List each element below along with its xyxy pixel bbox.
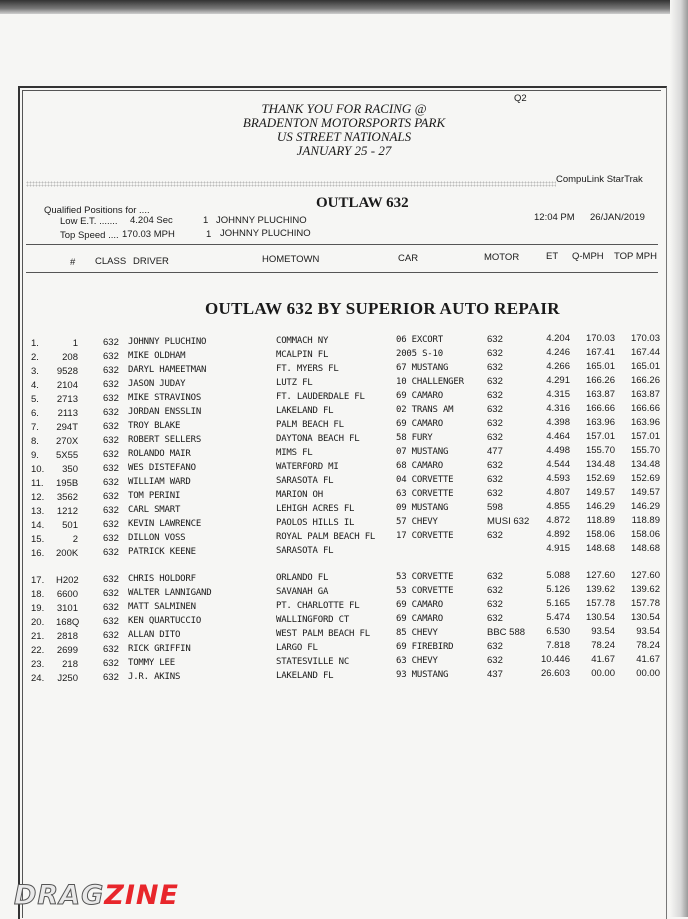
- cell-motor: 632: [487, 613, 503, 624]
- col-qmph: Q-MPH: [572, 251, 604, 262]
- dotted-separator: [26, 181, 556, 187]
- cell-driver: MIKE STRAVINOS: [128, 393, 202, 403]
- cell-qmph: 165.01: [585, 361, 615, 372]
- cell-motor: 437: [487, 669, 503, 680]
- cell-top: 170.03: [630, 333, 660, 344]
- cell-driver: J.R. AKINS: [128, 672, 181, 682]
- cell-driver: TOMMY LEE: [128, 658, 175, 668]
- cell-qmph: 155.70: [585, 445, 615, 456]
- cell-pos: 8.: [31, 436, 39, 447]
- cell-cls: 632: [103, 407, 119, 418]
- cell-qmph: 170.03: [585, 333, 615, 344]
- cell-top: 163.87: [630, 389, 660, 400]
- cell-pos: 13.: [31, 506, 45, 517]
- cell-town: LAKELAND FL: [276, 671, 334, 681]
- cell-motor: 632: [487, 418, 503, 429]
- cell-qmph: 41.67: [591, 654, 615, 665]
- cell-et: 5.088: [546, 570, 570, 581]
- cell-driver: DILLON VOSS: [128, 533, 186, 543]
- cell-et: 4.872: [546, 515, 570, 526]
- cell-qmph: 158.06: [585, 529, 615, 540]
- cell-motor: 632: [487, 474, 503, 485]
- cell-town: PAOLOS HILLS IL: [276, 518, 355, 528]
- cell-pos: 22.: [31, 645, 45, 656]
- cell-qmph: 118.89: [586, 515, 615, 526]
- cell-top: 146.29: [630, 501, 660, 512]
- cell-town: LUTZ FL: [276, 378, 313, 388]
- cell-motor: 632: [487, 571, 503, 582]
- cell-qmph: 134.48: [585, 459, 615, 470]
- cell-et: 4.807: [546, 487, 570, 498]
- cell-town: FT. LAUDERDALE FL: [276, 392, 365, 402]
- cell-et: 4.593: [546, 473, 570, 484]
- header-line-4: JANUARY 25 - 27: [296, 143, 392, 158]
- cell-driver: CHRIS HOLDORF: [128, 574, 196, 584]
- cell-et: 4.266: [546, 361, 570, 372]
- cell-et: 4.204: [546, 333, 570, 344]
- cell-driver: WALTER LANNIGAND: [128, 588, 212, 598]
- cell-num: H202: [56, 575, 79, 586]
- cell-car: 02 TRANS AM: [396, 405, 454, 415]
- cell-town: SAVANAH GA: [276, 587, 329, 597]
- cell-cls: 632: [103, 672, 119, 683]
- cell-pos: 19.: [31, 603, 45, 614]
- cell-cls: 632: [103, 574, 119, 585]
- cell-pos: 9.: [31, 450, 39, 461]
- column-rule: [26, 272, 658, 273]
- cell-car: 69 FIREBIRD: [396, 642, 454, 652]
- cell-top: 93.54: [636, 626, 660, 637]
- col-num: #: [70, 257, 76, 268]
- cell-pos: 10.: [31, 464, 45, 475]
- cell-driver: ALLAN DITO: [128, 630, 181, 640]
- cell-num: 2: [72, 534, 78, 545]
- cell-driver: JOHNNY PLUCHINO: [128, 337, 207, 347]
- cell-et: 5.126: [546, 584, 570, 595]
- cell-pos: 17.: [31, 575, 45, 586]
- cell-driver: CARL SMART: [128, 505, 181, 515]
- cell-car: 69 CAMARO: [396, 419, 443, 429]
- cell-cls: 632: [103, 351, 119, 362]
- cell-qmph: 93.54: [591, 626, 615, 637]
- cell-top: 166.66: [630, 403, 660, 414]
- cell-town: SARASOTA FL: [276, 476, 334, 486]
- cell-driver: KEVIN LAWRENCE: [128, 519, 202, 529]
- cell-cls: 632: [103, 588, 119, 599]
- cell-pos: 23.: [31, 659, 45, 670]
- cell-cls: 632: [103, 547, 119, 558]
- cell-num: 2713: [56, 394, 78, 405]
- cell-num: 218: [62, 659, 78, 670]
- cell-car: 68 CAMARO: [396, 461, 443, 471]
- cell-num: 1: [72, 338, 78, 349]
- cell-motor: MUSI 632: [487, 516, 530, 527]
- cell-qmph: 00.00: [591, 668, 615, 679]
- cell-car: 69 CAMARO: [396, 391, 443, 401]
- cell-cls: 632: [103, 449, 119, 460]
- cell-car: 57 CHEVY: [396, 517, 438, 527]
- cell-top: 167.44: [630, 347, 660, 358]
- cell-car: 67 MUSTANG: [396, 363, 449, 373]
- cell-driver: TROY BLAKE: [128, 421, 181, 431]
- cell-num: 350: [62, 464, 78, 475]
- cell-top: 134.48: [630, 459, 660, 470]
- cell-pos: 3.: [31, 366, 39, 377]
- cell-pos: 18.: [31, 589, 45, 600]
- cell-top: 165.01: [630, 361, 660, 372]
- cell-num: 270X: [56, 436, 79, 447]
- cell-top: 00.00: [636, 668, 660, 679]
- cell-car: 58 FURY: [396, 433, 433, 443]
- cell-top: 155.70: [630, 445, 660, 456]
- cell-qmph: 163.96: [585, 417, 615, 428]
- cell-car: 93 MUSTANG: [396, 670, 449, 680]
- cell-town: LAKELAND FL: [276, 406, 334, 416]
- cell-motor: 632: [487, 599, 503, 610]
- cell-car: 53 CORVETTE: [396, 586, 454, 596]
- cell-driver: ROBERT SELLERS: [128, 435, 202, 445]
- cell-town: WEST PALM BEACH FL: [276, 629, 370, 639]
- cell-cls: 632: [103, 602, 119, 613]
- cell-cls: 632: [103, 421, 119, 432]
- col-topmph: TOP MPH: [614, 251, 657, 262]
- cell-driver: WILLIAM WARD: [128, 477, 191, 487]
- cell-cls: 632: [103, 616, 119, 627]
- result-row: [0, 543, 688, 561]
- cell-pos: 15.: [31, 534, 45, 545]
- cell-town: MIMS FL: [276, 448, 313, 458]
- cell-cls: 632: [103, 393, 119, 404]
- header-rule: [26, 244, 658, 245]
- cell-car: 07 MUSTANG: [396, 447, 449, 457]
- cell-town: SARASOTA FL: [276, 546, 334, 556]
- cell-et: 4.892: [546, 529, 570, 540]
- cell-et: 4.316: [546, 403, 570, 414]
- cell-qmph: 167.41: [585, 347, 615, 358]
- header-line-3: US STREET NATIONALS: [276, 129, 412, 144]
- cell-qmph: 146.29: [585, 501, 615, 512]
- cell-et: 4.246: [546, 347, 570, 358]
- cell-cls: 632: [103, 491, 119, 502]
- top-speed-driver: JOHNNY PLUCHINO: [220, 228, 311, 239]
- cell-et: 4.398: [546, 417, 570, 428]
- cell-qmph: 166.66: [585, 403, 615, 414]
- cell-car: 63 CHEVY: [396, 656, 438, 666]
- cell-cls: 632: [103, 644, 119, 655]
- cell-car: 69 CAMARO: [396, 600, 443, 610]
- cell-pos: 16.: [31, 548, 45, 559]
- cell-driver: PATRICK KEENE: [128, 547, 196, 557]
- cell-num: 200K: [56, 548, 79, 559]
- header-line-2: BRADENTON MOTORSPORTS PARK: [242, 115, 446, 130]
- cell-car: 69 CAMARO: [396, 614, 443, 624]
- low-et-value: 4.204 Sec: [130, 215, 173, 226]
- cell-qmph: 139.62: [585, 584, 615, 595]
- cell-top: 148.68: [630, 543, 660, 554]
- cell-motor: 632: [487, 585, 503, 596]
- cell-motor: 632: [487, 348, 503, 359]
- cell-top: 139.62: [630, 584, 660, 595]
- top-speed-value: 170.03 MPH: [122, 229, 175, 240]
- cell-town: ORLANDO FL: [276, 573, 329, 583]
- cell-qmph: 157.78: [585, 598, 615, 609]
- cell-qmph: 78.24: [591, 640, 615, 651]
- cell-pos: 24.: [31, 673, 45, 684]
- low-et-label: Low E.T. .......: [60, 216, 118, 227]
- cell-et: 4.855: [546, 501, 570, 512]
- cell-driver: WES DISTEFANO: [128, 463, 196, 473]
- cell-et: 6.530: [546, 626, 570, 637]
- cell-pos: 7.: [31, 422, 39, 433]
- cell-top: 166.26: [630, 375, 660, 386]
- cell-pos: 1.: [31, 338, 39, 349]
- cell-car: 10 CHALLENGER: [396, 377, 464, 387]
- cell-num: 3562: [56, 492, 78, 503]
- cell-car: 63 CORVETTE: [396, 489, 454, 499]
- cell-num: 294T: [56, 422, 78, 433]
- cell-pos: 12.: [31, 492, 45, 503]
- cell-town: STATESVILLE NC: [276, 657, 350, 667]
- cell-car: 06 EXCORT: [396, 335, 443, 345]
- cell-num: 2818: [56, 631, 78, 642]
- cell-driver: RICK GRIFFIN: [128, 644, 191, 654]
- cell-motor: 632: [487, 460, 503, 471]
- cell-cls: 632: [103, 477, 119, 488]
- cell-et: 10.446: [540, 654, 570, 665]
- cell-driver: JORDAN ENSSLIN: [128, 407, 202, 417]
- cell-num: 5X55: [56, 450, 79, 461]
- cell-motor: BBC 588: [487, 627, 526, 638]
- cell-top: 163.96: [630, 417, 660, 428]
- cell-car: 04 CORVETTE: [396, 475, 454, 485]
- report-date: 26/JAN/2019: [590, 212, 645, 223]
- cell-et: 5.165: [546, 598, 570, 609]
- col-hometown: HOMETOWN: [262, 254, 320, 265]
- cell-qmph: 166.26: [585, 375, 615, 386]
- cell-town: PT. CHARLOTTE FL: [276, 601, 360, 611]
- cell-top: 127.60: [630, 570, 660, 581]
- cell-town: WALLINGFORD CT: [276, 615, 350, 625]
- cell-num: 2113: [57, 408, 78, 419]
- cell-et: 4.498: [546, 445, 570, 456]
- cell-qmph: 152.69: [585, 473, 615, 484]
- system-name: CompuLink StarTrak: [556, 174, 643, 185]
- cell-town: DAYTONA BEACH FL: [276, 434, 360, 444]
- cell-motor: 632: [487, 334, 503, 345]
- cell-car: 17 CORVETTE: [396, 531, 454, 541]
- cell-pos: 11.: [31, 478, 44, 489]
- dragzine-watermark: [14, 880, 179, 911]
- watermark-part-1: DRAG: [14, 880, 105, 911]
- cell-qmph: 163.87: [585, 389, 615, 400]
- cell-et: 4.315: [546, 389, 570, 400]
- header-line-1: THANK YOU FOR RACING @: [261, 101, 427, 116]
- cell-motor: 632: [487, 655, 503, 666]
- cell-town: MCALPIN FL: [276, 350, 329, 360]
- cell-pos: 6.: [31, 408, 39, 419]
- cell-motor: 632: [487, 432, 503, 443]
- cell-driver: MATT SALMINEN: [128, 602, 196, 612]
- cell-town: LARGO FL: [276, 643, 318, 653]
- cell-town: LEHIGH ACRES FL: [276, 504, 355, 514]
- cell-top: 157.78: [630, 598, 660, 609]
- cell-qmph: 130.54: [585, 612, 615, 623]
- cell-driver: TOM PERINI: [128, 491, 181, 501]
- cell-cls: 632: [103, 630, 119, 641]
- cell-cls: 632: [103, 505, 119, 516]
- cell-motor: 632: [487, 376, 503, 387]
- cell-driver: MIKE OLDHAM: [128, 351, 186, 361]
- cell-town: FT. MYERS FL: [276, 364, 339, 374]
- cell-town: ROYAL PALM BEACH FL: [276, 532, 376, 542]
- top-speed-label: Top Speed ....: [60, 230, 119, 241]
- cell-num: 501: [62, 520, 78, 531]
- cell-et: 26.603: [540, 668, 570, 679]
- result-row: [0, 668, 688, 686]
- cell-num: 2699: [56, 645, 78, 656]
- cell-cls: 632: [103, 337, 119, 348]
- cell-et: 4.544: [546, 459, 570, 470]
- cell-num: 208: [62, 352, 78, 363]
- cell-cls: 632: [103, 658, 119, 669]
- cell-motor: 632: [487, 390, 503, 401]
- cell-pos: 4.: [31, 380, 39, 391]
- cell-pos: 14.: [31, 520, 45, 531]
- cell-pos: 20.: [31, 617, 45, 628]
- col-driver: DRIVER: [133, 256, 169, 267]
- top-speed-pos: 1: [206, 229, 212, 240]
- cell-motor: 598: [487, 502, 503, 513]
- cell-num: 6600: [56, 589, 78, 600]
- cell-cls: 632: [103, 519, 119, 530]
- col-car: CAR: [398, 253, 419, 264]
- class-title: OUTLAW 632: [316, 195, 409, 211]
- cell-num: J250: [57, 673, 78, 684]
- cell-top: 158.06: [630, 529, 660, 540]
- cell-driver: KEN QUARTUCCIO: [128, 616, 202, 626]
- cell-motor: 632: [487, 530, 503, 541]
- cell-driver: DARYL HAMEETMAN: [128, 365, 207, 375]
- qualified-label: Qualified Positions for ....: [44, 205, 150, 216]
- low-et-driver: JOHNNY PLUCHINO: [216, 215, 307, 226]
- report-time: 12:04 PM: [534, 212, 575, 223]
- low-et-pos: 1: [203, 215, 209, 226]
- cell-town: PALM BEACH FL: [276, 420, 344, 430]
- cell-car: 85 CHEVY: [396, 628, 438, 638]
- cell-top: 118.89: [631, 515, 660, 526]
- cell-top: 78.24: [636, 640, 660, 651]
- cell-et: 4.291: [546, 375, 570, 386]
- cell-num: 9528: [56, 366, 78, 377]
- cell-top: 157.01: [630, 431, 660, 442]
- cell-cls: 632: [103, 435, 119, 446]
- cell-cls: 632: [103, 533, 119, 544]
- cell-driver: JASON JUDAY: [128, 379, 186, 389]
- cell-top: 130.54: [630, 612, 660, 623]
- col-et: ET: [546, 251, 559, 262]
- cell-motor: 632: [487, 641, 503, 652]
- cell-car: 09 MUSTANG: [396, 503, 449, 513]
- cell-motor: 632: [487, 362, 503, 373]
- cell-pos: 21.: [31, 631, 45, 642]
- cell-num: 168Q: [56, 617, 80, 628]
- cell-qmph: 149.57: [585, 487, 615, 498]
- cell-motor: 632: [487, 404, 503, 415]
- cell-et: 5.474: [546, 612, 570, 623]
- cell-num: 1212: [56, 506, 78, 517]
- cell-town: WATERFORD MI: [276, 462, 339, 472]
- col-class: CLASS: [95, 256, 127, 267]
- cell-town: COMMACH NY: [276, 336, 329, 346]
- cell-top: 152.69: [630, 473, 660, 484]
- cell-et: 7.818: [546, 640, 570, 651]
- sponsor-title: OUTLAW 632 BY SUPERIOR AUTO REPAIR: [205, 299, 560, 318]
- cell-qmph: 157.01: [585, 431, 615, 442]
- cell-pos: 5.: [31, 394, 39, 405]
- cell-cls: 632: [103, 379, 119, 390]
- cell-car: 53 CORVETTE: [396, 572, 454, 582]
- cell-motor: 477: [487, 446, 503, 457]
- watermark-part-2: ZINE: [104, 880, 179, 911]
- cell-town: MARION OH: [276, 490, 323, 500]
- cell-cls: 632: [103, 463, 119, 474]
- cell-driver: ROLANDO MAIR: [128, 449, 191, 459]
- cell-qmph: 148.68: [585, 543, 615, 554]
- page-code: Q2: [514, 93, 527, 104]
- cell-motor: 632: [487, 488, 503, 499]
- col-motor: MOTOR: [484, 252, 520, 263]
- cell-pos: 2.: [31, 352, 39, 363]
- cell-num: 2104: [56, 380, 78, 391]
- cell-num: 195B: [56, 478, 79, 489]
- cell-qmph: 127.60: [585, 570, 615, 581]
- scan-top-edge: [0, 0, 688, 14]
- cell-top: 41.67: [636, 654, 660, 665]
- cell-num: 3101: [56, 603, 78, 614]
- cell-et: 4.915: [546, 543, 570, 554]
- cell-top: 149.57: [630, 487, 660, 498]
- cell-car: 2005 S-10: [396, 349, 443, 359]
- cell-et: 4.464: [546, 431, 570, 442]
- cell-cls: 632: [103, 365, 119, 376]
